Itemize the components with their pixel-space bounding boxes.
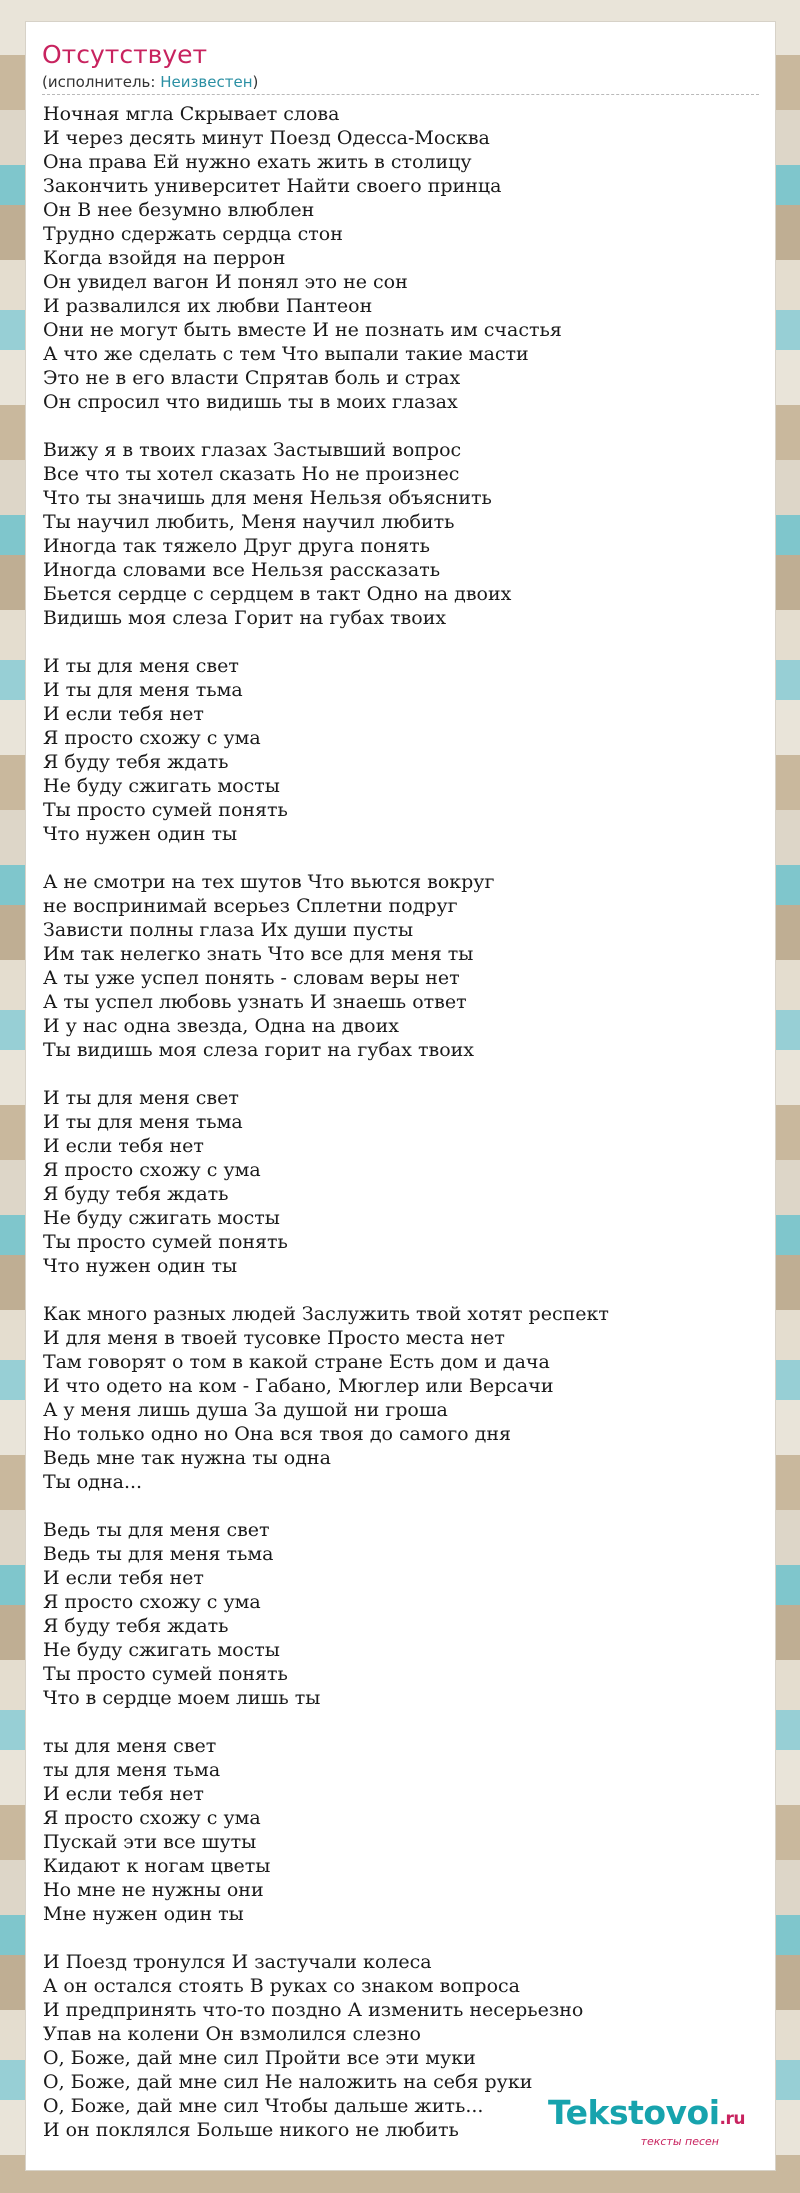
logo-tagline: тексты песен — [640, 2135, 719, 2148]
lyrics-line: О, Боже, дай мне сил Пройти все эти муки — [43, 2047, 476, 2069]
lyrics-line: Что нужен один ты — [43, 823, 238, 845]
lyrics-line: О, Боже, дай мне сил Чтобы дальше жить... — [43, 2095, 484, 2117]
site-logo[interactable] — [548, 2093, 745, 2148]
lyrics-line: А ты уже успел понять - словам веры нет — [43, 967, 460, 989]
lyrics-line: ты для меня свет — [43, 1735, 217, 1757]
song-title: Отсутствует — [42, 40, 208, 69]
lyrics-line: И он поклялся Больше никого не любить — [43, 2119, 459, 2141]
lyrics-line: И что одето на ком - Габано, Мюглер или Версачи — [43, 1375, 554, 1397]
lyrics-line: И ты для меня тьма — [43, 1111, 243, 1133]
lyrics-line: И предпринять что-то поздно А изменить несерьезно — [43, 1999, 584, 2021]
lyrics-line: И через десять минут Поезд Одесса-Москва — [43, 127, 490, 149]
lyrics-line: Кидают к ногам цветы — [43, 1855, 271, 1877]
lyrics-stanza — [43, 1518, 758, 1710]
lyrics-line: Я буду тебя ждать — [43, 751, 229, 773]
lyrics-line: Ты просто сумей понять — [43, 1231, 288, 1253]
artist-link[interactable]: Неизвестен — [160, 73, 253, 91]
lyrics-line: Ночная мгла Скрывает слова — [43, 103, 340, 125]
lyrics-line: Он В нее безумно влюблен — [43, 199, 315, 221]
lyrics-line: Вижу я в твоих глазах Застывший вопрос — [43, 439, 462, 461]
lyrics-line: Ты видишь моя слеза горит на губах твоих — [43, 1039, 475, 1061]
lyrics-line: И если тебя нет — [43, 1783, 204, 1805]
lyrics-line: Упав на колени Он взмолился слезно — [43, 2023, 421, 2045]
lyrics-stanza — [43, 654, 758, 846]
lyrics-line: Она права Ей нужно ехать жить в столицу — [43, 151, 472, 173]
lyrics-stanza — [43, 1734, 758, 1926]
lyrics-line: Что в сердце моем лишь ты — [43, 1687, 321, 1709]
lyrics-line: Трудно сдержать сердца стон — [43, 223, 343, 245]
lyrics-line: Не буду сжигать мосты — [43, 775, 280, 797]
lyrics-line: Ведь ты для меня свет — [43, 1519, 270, 1541]
lyrics-line: А ты успел любовь узнать И знаешь ответ — [43, 991, 467, 1013]
lyrics-stanza — [43, 1086, 758, 1278]
lyrics-line: Это не в его власти Спрятав боль и страх — [43, 367, 461, 389]
lyrics-line: Не буду сжигать мосты — [43, 1639, 280, 1661]
lyrics-line: Закончить университет Найти своего принца — [43, 175, 502, 197]
lyrics-stanza — [43, 870, 758, 1062]
lyrics-line: А что же сделать с тем Что выпали такие масти — [43, 343, 529, 365]
lyrics-line: А не смотри на тех шутов Что вьются вокруг — [43, 871, 495, 893]
lyrics-line: Ты просто сумей понять — [43, 1663, 288, 1685]
lyrics-line: И Поезд тронулся И застучали колеса — [43, 1951, 432, 1973]
lyrics-line: И если тебя нет — [43, 1135, 204, 1157]
logo-tld: .ru — [719, 2109, 745, 2129]
lyrics-line: И ты для меня свет — [43, 1087, 239, 1109]
logo-name: Tekstovoi — [548, 2093, 720, 2132]
lyrics-line: Видишь моя слеза Горит на губах твоих — [43, 607, 447, 629]
lyrics-line: не воспринимай всерьез Сплетни подруг — [43, 895, 458, 917]
lyrics-line: Я буду тебя ждать — [43, 1183, 229, 1205]
lyrics-line: Им так нелегко знать Что все для меня ты — [43, 943, 474, 965]
artist-line — [42, 72, 759, 95]
lyrics-line: Пускай эти все шуты — [43, 1831, 257, 1853]
lyrics-line: Я просто схожу с ума — [43, 727, 261, 749]
lyrics-line: А у меня лишь душа За душой ни гроша — [43, 1399, 448, 1421]
lyrics-line: А он остался стоять В руках со знаком вопроса — [43, 1975, 520, 1997]
lyrics-line: Они не могут быть вместе И не познать им счастья — [43, 319, 562, 341]
lyrics-line: Иногда словами все Нельзя рассказать — [43, 559, 441, 581]
lyrics-line: И развалился их любви Пантеон — [43, 295, 373, 317]
lyrics-line: Я просто схожу с ума — [43, 1159, 261, 1181]
lyrics-line: Когда взойдя на перрон — [43, 247, 286, 269]
lyrics-line: И для меня в твоей тусовке Просто места нет — [43, 1327, 505, 1349]
lyrics-line: Он увидел вагон И понял это не сон — [43, 271, 408, 293]
lyrics-line: И если тебя нет — [43, 1567, 204, 1589]
lyrics-line: И ты для меня тьма — [43, 679, 243, 701]
lyrics-line: Зависти полны глаза Их души пусты — [43, 919, 414, 941]
lyrics-line: Я буду тебя ждать — [43, 1615, 229, 1637]
lyrics-line: Все что ты хотел сказать Но не произнес — [43, 463, 460, 485]
logo-wordmark — [548, 2093, 745, 2136]
lyrics-stanza — [43, 1302, 758, 1494]
lyrics-line: Иногда так тяжело Друг друга понять — [43, 535, 430, 557]
lyrics-line: Я просто схожу с ума — [43, 1807, 261, 1829]
lyrics-line: Но мне не нужны они — [43, 1879, 264, 1901]
lyrics-line: Я просто схожу с ума — [43, 1591, 261, 1613]
lyrics-stanza — [43, 438, 758, 630]
lyrics-line: Как много разных людей Заслужить твой хотят респект — [43, 1303, 609, 1325]
lyrics-card — [25, 21, 776, 2171]
lyrics-line: О, Боже, дай мне сил Не наложить на себя руки — [43, 2071, 533, 2093]
lyrics-line: Что ты значишь для меня Нельзя объяснить — [43, 487, 492, 509]
lyrics-line: Он спросил что видишь ты в моих глазах — [43, 391, 458, 413]
lyrics-line: ты для меня тьма — [43, 1759, 221, 1781]
lyrics-line: Но только одно но Она вся твоя до самого дня — [43, 1423, 511, 1445]
lyrics-line: И если тебя нет — [43, 703, 204, 725]
lyrics-line: Не буду сжигать мосты — [43, 1207, 280, 1229]
lyrics-line: Ты одна... — [43, 1471, 143, 1493]
lyrics-line: И ты для меня свет — [43, 655, 239, 677]
lyrics-line: Ведь мне так нужна ты одна — [43, 1447, 331, 1469]
lyrics-line: Мне нужен один ты — [43, 1903, 244, 1925]
lyrics-line: Там говорят о том в какой стране Есть дом и дача — [43, 1351, 550, 1373]
lyrics-line: Ты просто сумей понять — [43, 799, 288, 821]
artist-suffix: ) — [252, 73, 259, 91]
artist-prefix: (исполнитель: — [42, 73, 161, 91]
lyrics-line: Ведь ты для меня тьма — [43, 1543, 274, 1565]
lyrics-stanza — [43, 102, 758, 414]
lyrics-line: Ты научил любить, Меня научил любить — [43, 511, 455, 533]
lyrics-body — [43, 102, 758, 2166]
lyrics-line: И у нас одна звезда, Одна на двоих — [43, 1015, 399, 1037]
lyrics-line: Бьется сердце с сердцем в такт Одно на двоих — [43, 583, 512, 605]
lyrics-line: Что нужен один ты — [43, 1255, 238, 1277]
